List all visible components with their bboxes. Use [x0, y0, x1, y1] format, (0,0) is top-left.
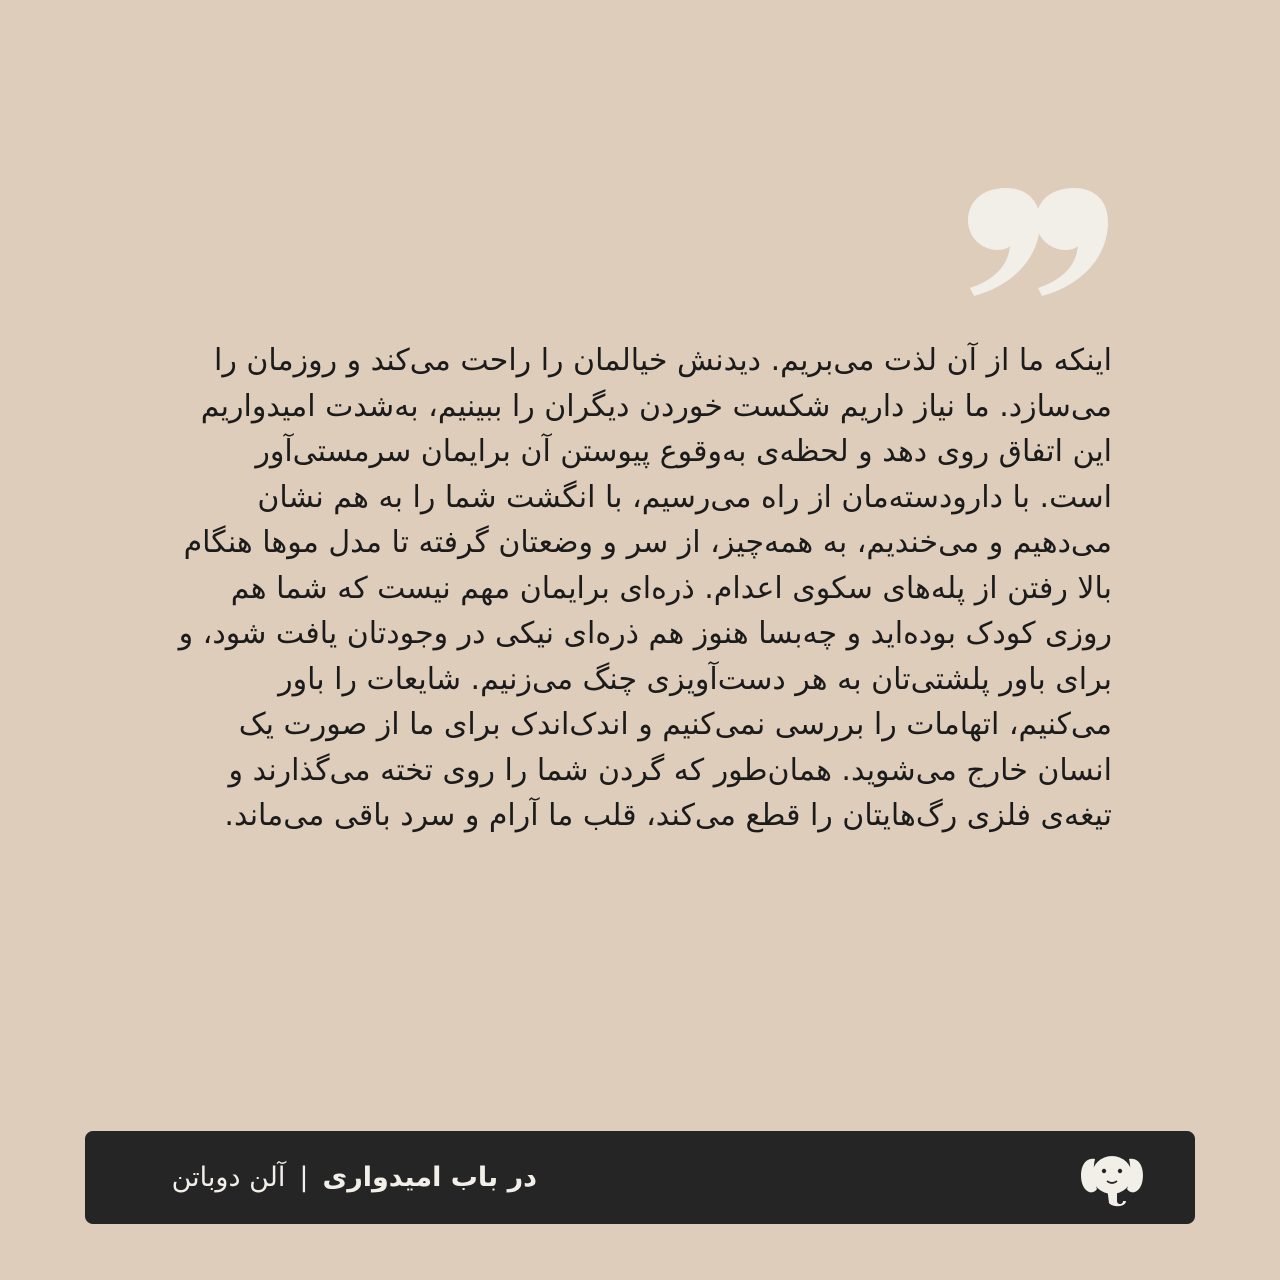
- author-name: آلن دوباتن: [171, 1162, 286, 1193]
- quote-mark-icon: [960, 180, 1120, 300]
- quote-text: اینکه ما از آن لذت می‌بریم. دیدنش خیالمان را راحت می‌کند و روزمان را می‌سازد. ما نیاز داریم شکست خوردن دیگران را ببینیم، به‌شدت امیدواریم این اتفاق روی دهد و لحظه‌ی به‌وقوع پیوستن آن برایمان سرمستی‌آور است. با دارودسته‌مان از راه می‌رسیم، با انگشت شما را به هم نشان می‌دهیم و می‌خندیم، به همه‌چیز، از سر و وضعتان گرفته تا مدل موها هنگام بالا رفتن از پله‌های سکوی اعدام. ذره‌ای برایمان مهم نیست که شما هم روزی کودک بوده‌اید و چه‌بسا هنوز هم ذره‌ای نیکی در وجودتان یافت شود، و برای باور پلشتی‌تان به هر دست‌آویزی چنگ می‌زنیم. شایعات را باور می‌کنیم، اتهامات را بررسی نمی‌کنیم و اندک‌اندک برای ما از صورت یک انسان خارج می‌شوید. همان‌طور که گردن شما را روی تخته می‌گذارند و تیغه‌ی فلزی رگ‌هایتان را قطع می‌کند، قلب ما آرام و سرد باقی می‌ماند.: [178, 343, 1112, 833]
- title-separator: |: [299, 1162, 309, 1193]
- footer-bar: [85, 1131, 1195, 1224]
- footer-caption: [172, 1131, 537, 1224]
- elephant-icon: [1079, 1149, 1145, 1207]
- book-title: در باب امیدواری: [322, 1162, 537, 1193]
